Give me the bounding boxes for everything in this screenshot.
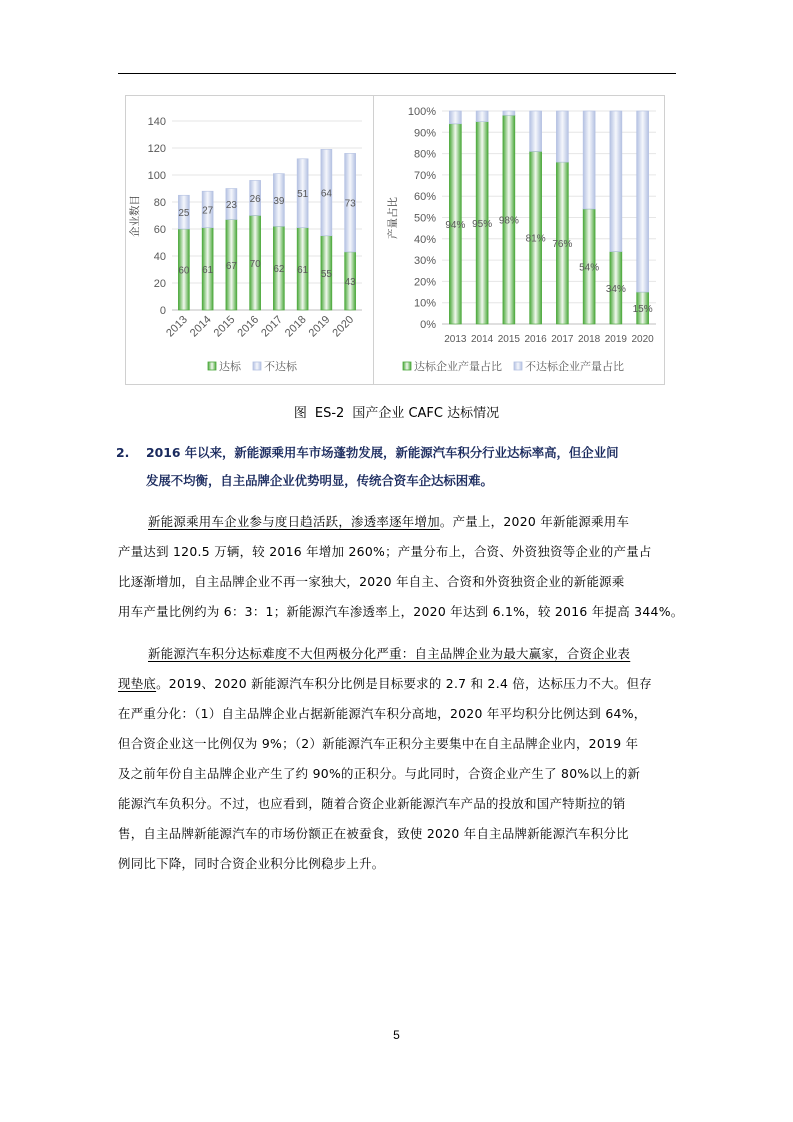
data-label: 94% — [445, 219, 466, 231]
data-label: 81% — [525, 233, 546, 245]
data-label: 98% — [498, 215, 519, 227]
legend-label: 达标 — [219, 360, 241, 373]
para2-line-8: 例同比下降，同时合资企业积分比例稳步上升。 — [118, 856, 385, 871]
x-tick-label: 2015 — [497, 334, 520, 345]
x-tick-label: 2017 — [259, 313, 285, 340]
y-tick-label: 80% — [413, 148, 436, 161]
para1-line-2: 产量达到 120.5 万辆，较 2016 年增加 260%；产量分布上，合资、外资独资等企业的产量占 — [118, 544, 652, 559]
para2-line-6: 能源汽车负积分。不过，也应看到，随着合资企业新能源汽车产品的投放和国产特斯拉的销 — [118, 796, 626, 811]
data-label: 26 — [249, 193, 261, 205]
data-label: 70 — [249, 258, 261, 270]
figure-caption — [0, 402, 793, 421]
data-label: 61 — [297, 264, 309, 276]
para2-line-5: 及之前年份自主品牌企业产生了约 90%的正积分。与此同时，合资企业产生了 80%以上的新 — [118, 766, 641, 781]
bar-noncompliant-2013 — [449, 111, 461, 124]
legend-swatch — [514, 362, 522, 370]
x-tick-label: 2014 — [187, 313, 214, 340]
para2-line-2: 。2019、2020 新能源汽车积分比例是目标要求的 2.7 和 2.4 倍，达标压力不大。但存 — [156, 676, 652, 691]
bar-noncompliant-2019 — [610, 111, 622, 252]
legend-swatch — [403, 362, 411, 370]
x-tick-label: 2020 — [330, 313, 357, 340]
data-label: 43 — [344, 276, 356, 288]
y-tick-label: 60 — [153, 224, 166, 236]
data-label: 39 — [273, 195, 285, 207]
data-label: 27 — [202, 205, 214, 217]
caption-number: ES-2 — [314, 406, 345, 421]
y-tick-label: 60% — [413, 191, 436, 204]
chart-production-share — [374, 96, 664, 384]
paragraph-2 — [118, 639, 680, 879]
legend-label: 不达标企业产量占比 — [525, 360, 624, 373]
bar-noncompliant-2020 — [637, 111, 649, 292]
bar-noncompliant-2016 — [530, 111, 542, 151]
para2-key-sentence-1: 新能源汽车积分达标难度不大但两极分化严重：自主品牌企业为最大赢家，合资企业表 — [148, 646, 631, 661]
x-tick-label: 2016 — [524, 334, 547, 345]
para2-line-3: 在严重分化：（1）自主品牌企业占据新能源汽车积分高地，2020 年平均积分比例达到 64%， — [118, 706, 647, 721]
y-axis-title: 产量占比 — [387, 197, 399, 239]
y-tick-label: 20 — [153, 278, 166, 290]
data-label: 51 — [297, 189, 309, 201]
bar-noncompliant-2017 — [556, 111, 568, 162]
y-tick-label: 0% — [420, 319, 436, 331]
caption-text: 国产企业 CAFC 达标情况 — [352, 406, 500, 421]
data-label: 76% — [552, 239, 573, 251]
x-tick-label: 2020 — [631, 334, 654, 345]
bar-noncompliant-2018 — [583, 111, 595, 209]
data-label: 15% — [632, 304, 653, 316]
page-number: 5 — [393, 1028, 400, 1042]
section-line-1: 2016 年以来，新能源乘用车市场蓬勃发展，新能源汽车积分行业达标率高，但企业间 — [146, 445, 619, 460]
data-label: 67 — [225, 260, 237, 272]
bar-noncompliant-2014 — [476, 111, 488, 122]
y-tick-label: 10% — [413, 297, 436, 310]
x-tick-label: 2013 — [444, 334, 467, 345]
data-label: 73 — [344, 198, 356, 210]
x-tick-label: 2016 — [235, 313, 262, 340]
section-line-2: 发展不均衡，自主品牌企业优势明显，传统合资车企达标困难。 — [146, 473, 493, 488]
y-tick-label: 90% — [413, 127, 436, 140]
data-label: 54% — [579, 262, 600, 274]
y-tick-label: 140 — [147, 116, 166, 128]
data-label: 25 — [178, 208, 190, 220]
x-tick-label: 2017 — [551, 334, 574, 345]
legend-swatch — [253, 362, 261, 370]
data-label: 55 — [320, 268, 332, 280]
para2-key-sentence-2: 现垫底 — [118, 676, 157, 691]
legend-label: 达标企业产量占比 — [414, 360, 502, 373]
data-label: 34% — [605, 283, 626, 295]
y-tick-label: 80 — [153, 197, 166, 209]
x-tick-label: 2018 — [282, 313, 309, 340]
para1-key-sentence: 新能源乘用车企业参与度日趋活跃，渗透率逐年增加 — [148, 514, 440, 529]
x-tick-label: 2014 — [471, 334, 494, 345]
header-rule — [118, 73, 676, 74]
data-label: 60 — [178, 265, 190, 277]
y-tick-label: 20% — [413, 276, 436, 289]
caption-label: 图 — [293, 406, 307, 421]
y-axis-title: 企业数目 — [129, 195, 141, 237]
y-tick-label: 120 — [147, 143, 166, 155]
y-tick-label: 30% — [413, 255, 436, 268]
x-tick-label: 2013 — [164, 313, 190, 340]
para2-line-4: 但合资企业这一比例仅为 9%；（2）新能源汽车正积分主要集中在自主品牌企业内，2019 年 — [118, 736, 639, 751]
data-label: 95% — [472, 218, 493, 230]
para2-line-7: 售，自主品牌新能源汽车的市场份额正在被蚕食，致使 2020 年自主品牌新能源汽车积分比 — [118, 826, 629, 841]
y-tick-label: 100% — [407, 106, 436, 118]
x-tick-label: 2018 — [578, 334, 601, 345]
para1-line-4: 用车产量比例约为 6：3：1；新能源汽车渗透率上，2020 年达到 6.1%，较 2016 年提高 344%。 — [118, 604, 684, 619]
bar-noncompliant-2015 — [503, 111, 515, 115]
para1-line-3: 比逐渐增加，自主品牌企业不再一家独大，2020 年自主、合资和外资独资企业的新能源乘 — [118, 574, 625, 589]
y-tick-label: 70% — [413, 169, 436, 182]
y-tick-label: 40 — [153, 251, 166, 263]
para1-line-1: 。产量上，2020 年新能源乘用车 — [439, 514, 630, 529]
paragraph-1 — [118, 507, 684, 627]
section-number: 2. — [116, 445, 130, 460]
x-tick-label: 2019 — [306, 313, 333, 340]
x-tick-label: 2015 — [211, 313, 238, 340]
legend-label: 不达标 — [264, 360, 297, 373]
y-tick-label: 40% — [413, 233, 436, 246]
y-tick-label: 50% — [413, 212, 436, 225]
x-tick-label: 2019 — [604, 334, 627, 345]
data-label: 64 — [320, 188, 332, 200]
legend-swatch — [208, 362, 216, 370]
data-label: 61 — [202, 264, 214, 276]
data-label: 62 — [273, 264, 285, 276]
y-tick-label: 100 — [147, 170, 166, 182]
chart-enterprise-count — [126, 96, 372, 384]
data-label: 23 — [225, 200, 237, 212]
y-tick-label: 0 — [159, 305, 166, 317]
